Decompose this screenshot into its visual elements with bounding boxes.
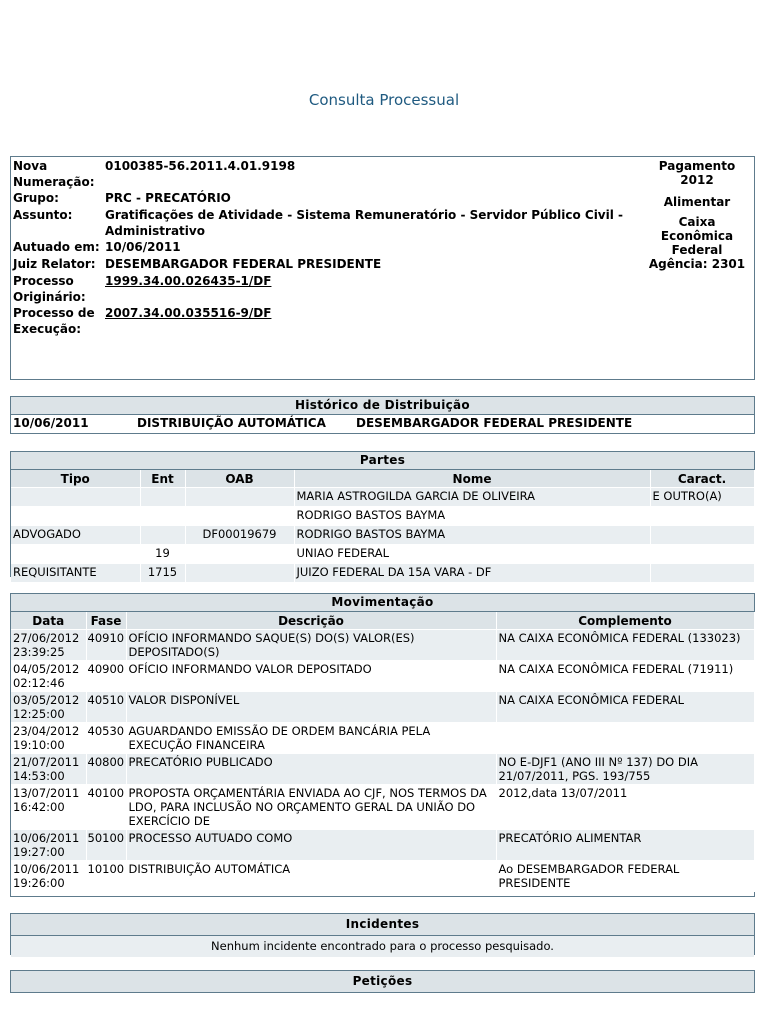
table-row [11,723,754,754]
table-row [11,785,754,830]
party-ent: 19 [140,545,185,564]
incidents-panel [10,913,755,955]
movement-complement: PRECATÓRIO ALIMENTAR [496,830,754,861]
process-field-row [12,207,646,239]
bank-name-line2: Econômica [660,229,734,243]
party-name: UNIAO FEDERAL [294,545,650,564]
column-header-description: Descrição [126,612,496,630]
payment-info [642,159,752,271]
section-title: Incidentes [11,914,754,936]
column-header-caract: Caract. [650,470,754,488]
petitions-panel [10,970,755,993]
table-row [11,545,754,564]
party-oab [185,507,294,526]
process-field-label: Autuado em: [13,240,100,254]
table-row [11,861,754,892]
process-field-row [12,158,646,190]
process-field-label: Processo de Execução: [13,306,95,336]
incidents-empty-message: Nenhum incidente encontrado para o processo pesquisado. [11,936,754,957]
movement-date: 04/05/2012 02:12:46 [11,661,86,692]
bank-name-line3: Federal [671,243,723,257]
party-oab [185,488,294,507]
party-type: ADVOGADO [11,526,140,545]
process-field-row [12,239,646,256]
movement-date: 23/04/2012 19:10:00 [11,723,86,754]
history-judge: DESEMBARGADOR FEDERAL PRESIDENTE [356,416,633,430]
party-name: RODRIGO BASTOS BAYMA [294,507,650,526]
process-info-table [12,158,646,337]
table-row [11,692,754,723]
movement-phase: 40510 [86,692,126,723]
party-ent [140,488,185,507]
column-header-date: Data [11,612,86,630]
process-info-panel [10,156,755,380]
movement-description: PRECATÓRIO PUBLICADO [126,754,496,785]
party-type [11,545,140,564]
party-type: REQUISITANTE [11,564,140,583]
process-field-label: Assunto: [13,208,73,222]
column-header-phase: Fase [86,612,126,630]
movement-complement: Ao DESEMBARGADOR FEDERAL PRESIDENTE [496,861,754,892]
movement-description: DISTRIBUIÇÃO AUTOMÁTICA [126,861,496,892]
movement-date: 10/06/2011 19:26:00 [11,861,86,892]
movements-panel [10,593,755,897]
column-header-type: Tipo [11,470,140,488]
process-field-row [12,190,646,207]
movement-description: PROCESSO AUTUADO COMO [126,830,496,861]
party-type [11,488,140,507]
party-oab [185,564,294,583]
party-oab [185,545,294,564]
section-title: Movimentação [11,594,754,612]
movement-complement: NA CAIXA ECONÔMICA FEDERAL [496,692,754,723]
movement-date: 21/07/2011 14:53:00 [11,754,86,785]
process-field-label: Juiz Relator: [13,257,96,271]
movement-phase: 10100 [86,861,126,892]
table-row [11,526,754,545]
movement-phase: 40800 [86,754,126,785]
payment-label: Pagamento [658,159,736,173]
party-caract [650,564,754,583]
process-field-value: PRC - PRECATÓRIO [105,191,231,205]
column-header-ent: Ent [140,470,185,488]
history-date: 10/06/2011 [13,416,89,430]
process-field-row [12,256,646,273]
movement-phase: 50100 [86,830,126,861]
distribution-history-panel [10,396,755,434]
movement-phase: 40910 [86,630,126,661]
table-row [11,488,754,507]
movement-complement: NA CAIXA ECONÔMICA FEDERAL (71911) [496,661,754,692]
parties-table [11,470,755,583]
process-field-row [12,305,646,337]
history-type: DISTRIBUIÇÃO AUTOMÁTICA [137,416,326,430]
movement-description: AGUARDANDO EMISSÃO DE ORDEM BANCÁRIA PELA EXECUÇÃO FINANCEIRA [126,723,496,754]
movement-complement: NO E-DJF1 (ANO III Nº 137) DO DIA 21/07/2011, PGS. 193/755 [496,754,754,785]
bank-agency: Agência: 2301 [648,257,746,271]
movement-phase: 40100 [86,785,126,830]
column-header-name: Nome [294,470,650,488]
movement-date: 13/07/2011 16:42:00 [11,785,86,830]
section-title: Petições [11,971,754,992]
process-field-label: Grupo: [13,191,59,205]
party-type [11,507,140,526]
section-title: Histórico de Distribuição [11,397,754,415]
movement-complement: NA CAIXA ECONÔMICA FEDERAL (133023) [496,630,754,661]
movements-table [11,612,755,892]
process-field-row [12,273,646,305]
movement-complement: 2012,data 13/07/2011 [496,785,754,830]
process-field-value: DESEMBARGADOR FEDERAL PRESIDENTE [105,257,382,271]
movement-description: OFÍCIO INFORMANDO VALOR DEPOSITADO [126,661,496,692]
party-name: MARIA ASTROGILDA GARCIA DE OLIVEIRA [294,488,650,507]
bank-name-line1: Caixa [678,215,716,229]
payment-year: 2012 [680,173,714,187]
process-field-label: Nova Numeração: [13,159,95,189]
column-header-complement: Complemento [496,612,754,630]
party-caract: E OUTRO(A) [650,488,754,507]
table-row [11,754,754,785]
party-ent [140,526,185,545]
party-ent [140,507,185,526]
party-caract [650,507,754,526]
party-caract [650,545,754,564]
parties-panel [10,451,755,577]
process-link[interactable]: 2007.34.00.035516-9/DF [105,306,272,320]
party-ent: 1715 [140,564,185,583]
movement-phase: 40530 [86,723,126,754]
history-row [11,415,754,432]
table-row [11,830,754,861]
party-name: JUIZO FEDERAL DA 15A VARA - DF [294,564,650,583]
movement-date: 03/05/2012 12:25:00 [11,692,86,723]
section-title: Partes [11,452,754,470]
movement-phase: 40900 [86,661,126,692]
column-header-oab: OAB [185,470,294,488]
payment-nature: Alimentar [663,195,731,209]
process-link[interactable]: 1999.34.00.026435-1/DF [105,274,272,288]
process-field-value [102,273,646,305]
movement-date: 27/06/2012 23:39:25 [11,630,86,661]
movement-description: PROPOSTA ORÇAMENTÁRIA ENVIADA AO CJF, NOS TERMOS DA LDO, PARA INCLUSÃO NO ORÇAMENTO GERAL DA UNIÃO DO EXERCÍCIO DE [126,785,496,830]
process-field-value: 0100385-56.2011.4.01.9198 [105,159,296,173]
movement-description: OFÍCIO INFORMANDO SAQUE(S) DO(S) VALOR(ES) DEPOSITADO(S) [126,630,496,661]
table-row [11,507,754,526]
table-row [11,630,754,661]
movement-complement [496,723,754,754]
process-field-value: 10/06/2011 [105,240,181,254]
party-oab: DF00019679 [185,526,294,545]
process-field-value [102,305,646,337]
page-title: Consulta Processual [308,91,460,109]
table-row [11,661,754,692]
movement-date: 10/06/2011 19:27:00 [11,830,86,861]
party-caract [650,526,754,545]
process-field-label: Processo Originário: [13,274,86,304]
table-row [11,564,754,583]
party-name: RODRIGO BASTOS BAYMA [294,526,650,545]
process-field-value: Gratificações de Atividade - Sistema Remuneratório - Servidor Público Civil - Administrativo [105,208,624,238]
movement-description: VALOR DISPONÍVEL [126,692,496,723]
